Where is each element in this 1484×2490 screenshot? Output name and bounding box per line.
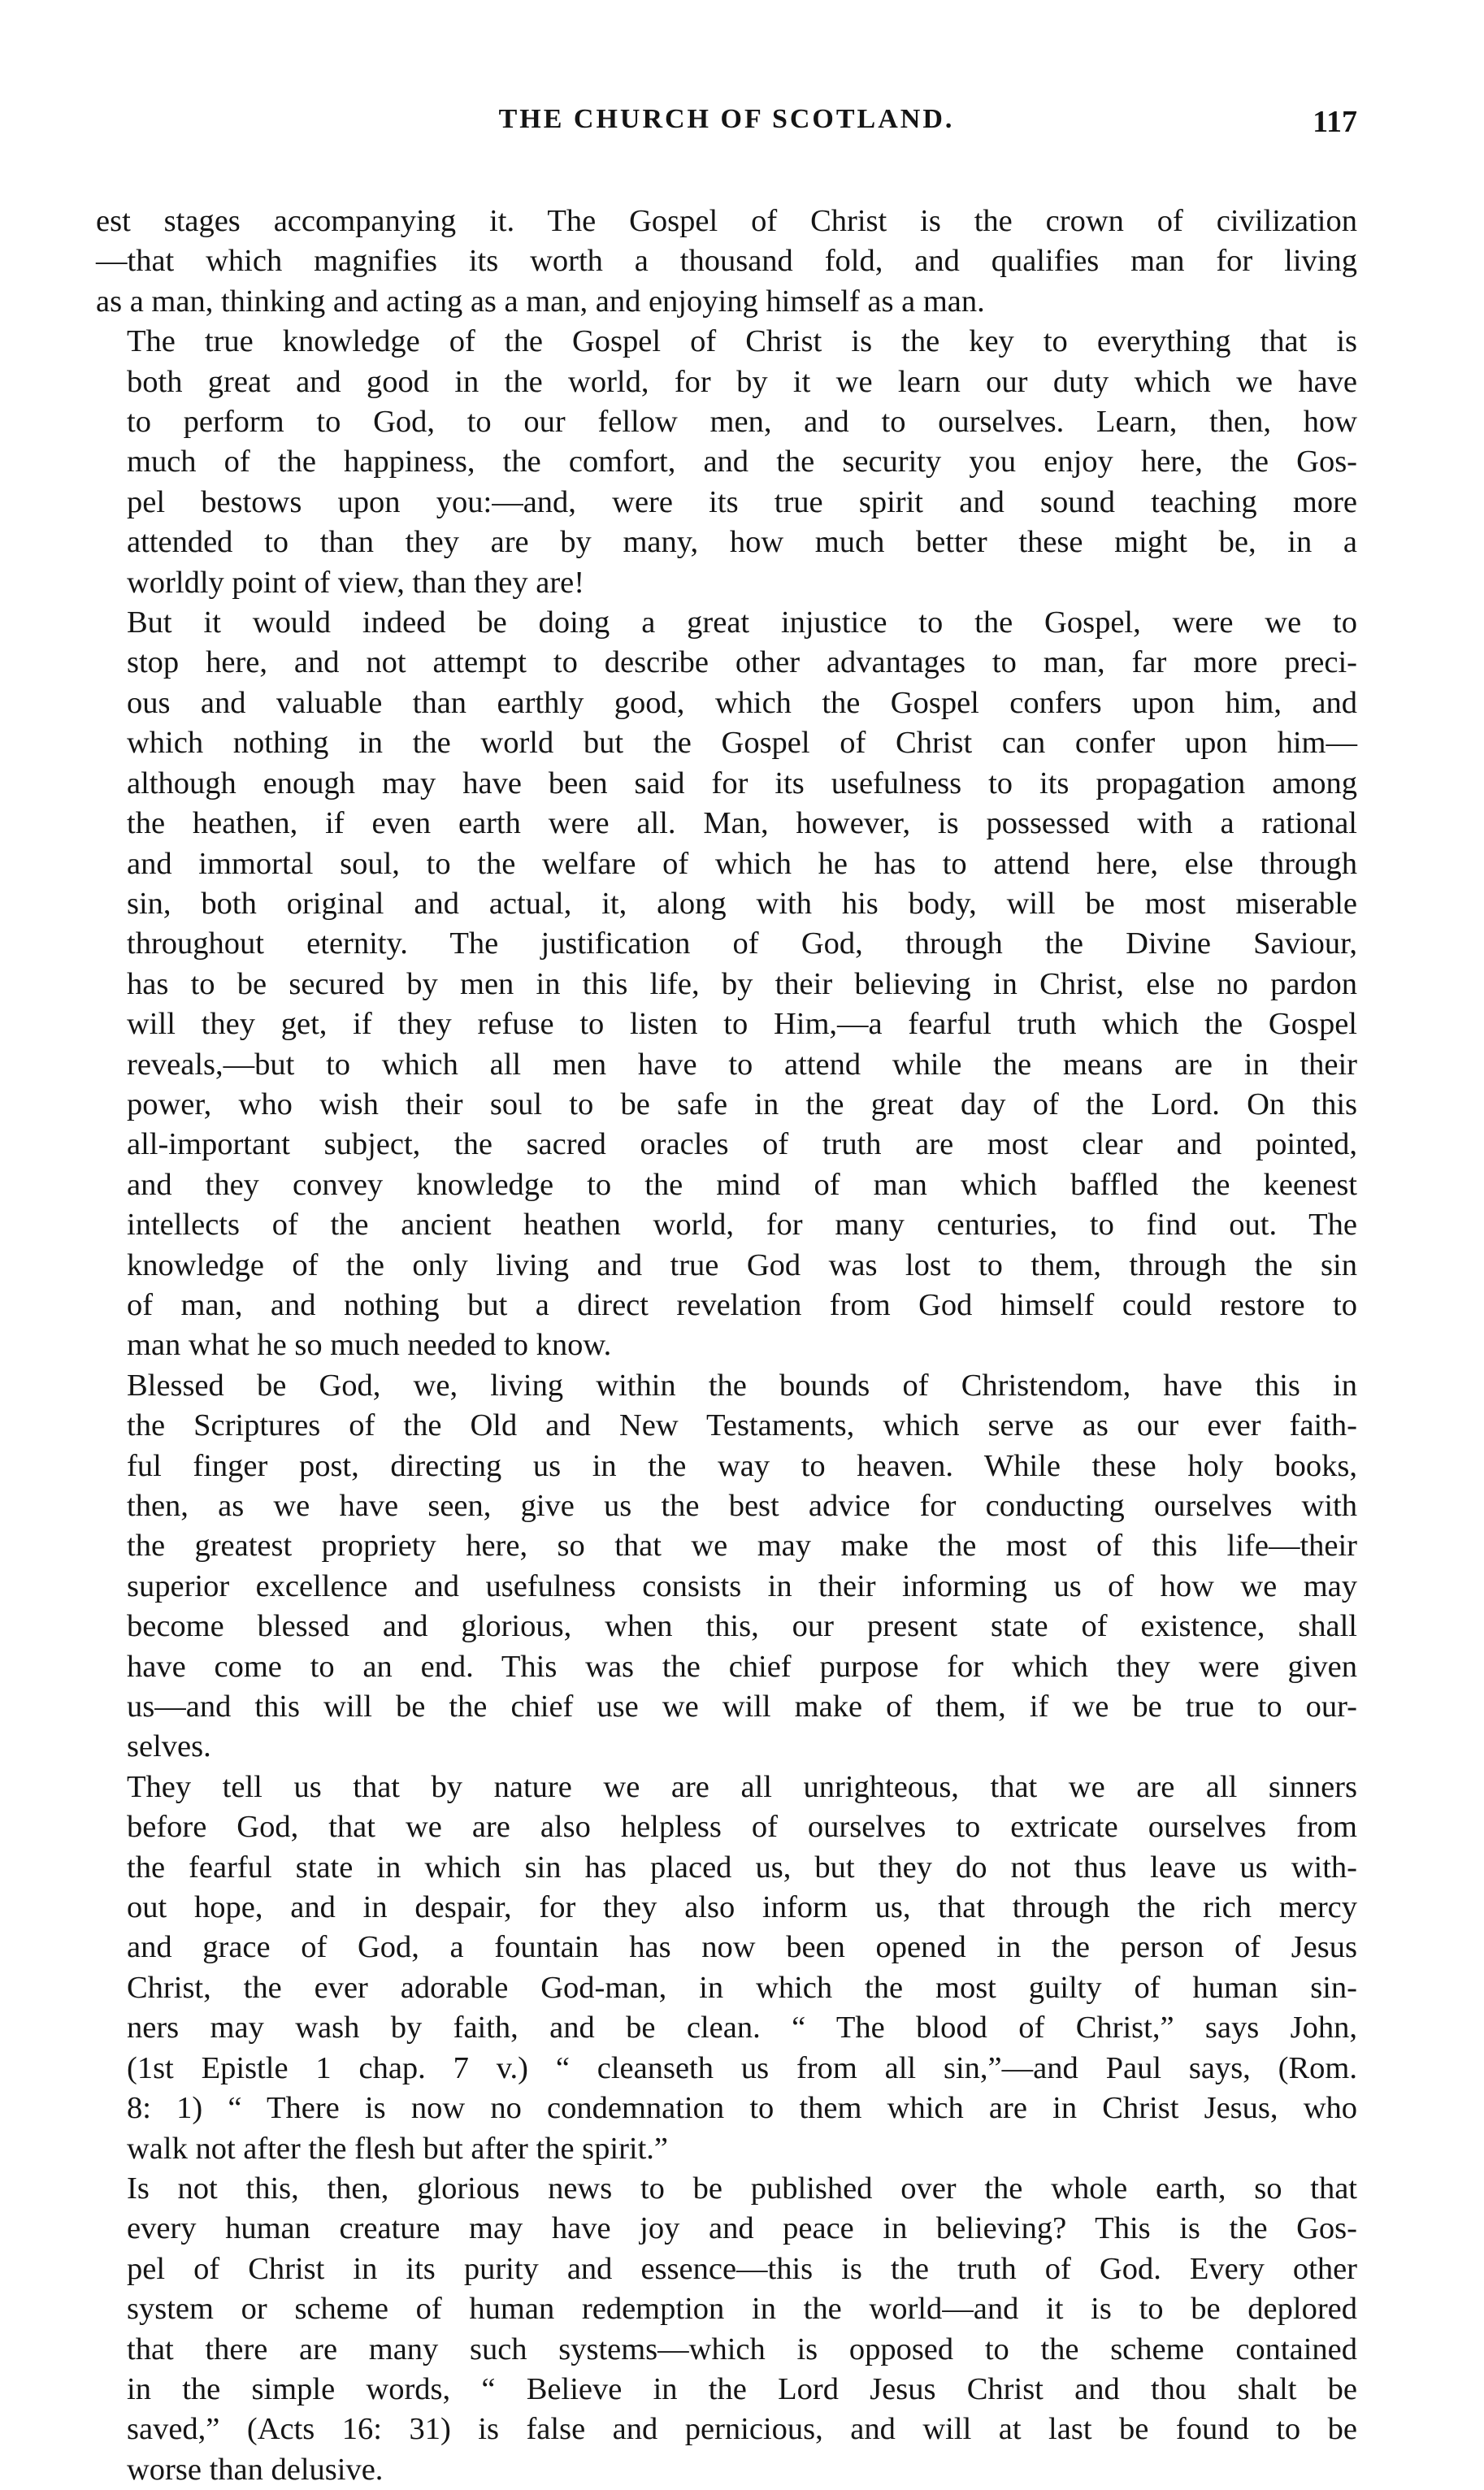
- text-line: system or scheme of human redemption in the world—and it is to be deplored: [127, 2292, 1357, 2327]
- paragraph: [96, 202, 1357, 322]
- text-line: and grace of God, a fountain has now been opened in the person of Jesus: [127, 1930, 1357, 1965]
- text-line: knowledge of the only living and true God was lost to them, through the sin: [127, 1247, 1357, 1282]
- text-line: But it would indeed be doing a great injustice to the Gospel, were we to: [127, 605, 1357, 640]
- text-line: have come to an end. This was the chief purpose for which they were given: [127, 1649, 1357, 1684]
- paragraph: [96, 322, 1357, 603]
- text-line: every human creature may have joy and peace in believing? This is the Gos-: [127, 2211, 1357, 2246]
- text-line: power, who wish their soul to be safe in the great day of the Lord. On this: [127, 1087, 1357, 1121]
- text-line: est stages accompanying it. The Gospel of Christ is the crown of civilization: [96, 204, 1357, 238]
- text-line: although enough may have been said for its usefulness to its propagation among: [127, 766, 1357, 800]
- text-line: stop here, and not attempt to describe other advantages to man, far more preci-: [127, 645, 1357, 680]
- text-line: pel bestows upon you:—and, were its true spirit and sound teaching more: [127, 484, 1357, 519]
- text-line: the heathen, if even earth were all. Man, however, is possessed with a rational: [127, 806, 1357, 841]
- text-line: in the simple words, “ Believe in the Lord Jesus Christ and thou shalt be: [127, 2371, 1357, 2406]
- running-title: THE CHURCH OF SCOTLAND.: [498, 104, 955, 134]
- text-line: —that which magnifies its worth a thousand fold, and qualifies man for living: [96, 244, 1357, 279]
- text-line: reveals,—but to which all men have to attend while the means are in their: [127, 1047, 1357, 1082]
- text-line: intellects of the ancient heathen world, for many centuries, to find out. The: [127, 1208, 1357, 1243]
- text-line: They tell us that by nature we are all unrighteous, that we are all sinners: [127, 1769, 1357, 1804]
- text-line: saved,” (Acts 16: 31) is false and pernicious, and will at last be found to be: [127, 2412, 1357, 2447]
- text-line: both great and good in the world, for by it we learn our duty which we have: [127, 364, 1357, 399]
- text-line: and immortal soul, to the welfare of which he has to attend here, else through: [127, 846, 1357, 881]
- book-page: [96, 104, 1357, 2490]
- paragraph: [96, 603, 1357, 1366]
- text-line: throughout eternity. The justification of God, through the Divine Saviour,: [127, 926, 1357, 961]
- text-line: ners may wash by faith, and be clean. “ The blood of Christ,” says John,: [127, 2011, 1357, 2045]
- text-line: the Scriptures of the Old and New Testaments, which serve as our ever faith-: [127, 1408, 1357, 1443]
- text-line: then, as we have seen, give us the best advice for conducting ourselves with: [127, 1489, 1357, 1523]
- text-line: ous and valuable than earthly good, which the Gospel confers upon him, and: [127, 685, 1357, 720]
- paragraph: [96, 2169, 1357, 2490]
- text-line: much of the happiness, the comfort, and the security you enjoy here, the Gos-: [127, 445, 1357, 479]
- text-line: out hope, and in despair, for they also inform us, that through the rich mercy: [127, 1890, 1357, 1925]
- text-line: selves.: [127, 1729, 211, 1764]
- text-line: man what he so much needed to know.: [127, 1328, 612, 1363]
- text-line: worldly point of view, than they are!: [127, 565, 585, 600]
- paragraph: [96, 1768, 1357, 2169]
- text-line: pel of Christ in its purity and essence—this is the truth of God. Every other: [127, 2251, 1357, 2286]
- text-line: as a man, thinking and acting as a man, and enjoying himself as a man.: [96, 284, 985, 319]
- text-line: which nothing in the world but the Gospel of Christ can confer upon him—: [127, 726, 1357, 761]
- text-line: the greatest propriety here, so that we may make the most of this life—their: [127, 1529, 1357, 1564]
- text-line: sin, both original and actual, it, along with his body, will be most miserable: [127, 886, 1357, 921]
- text-line: (1st Epistle 1 chap. 7 v.) “ cleanseth us from all sin,”—and Paul says, (Rom.: [127, 2050, 1357, 2085]
- text-line: become blessed and glorious, when this, our present state of existence, shall: [127, 1609, 1357, 1644]
- text-line: us—and this will be the chief use we will make of them, if we be true to our-: [127, 1690, 1357, 1724]
- text-line: of man, and nothing but a direct revelation from God himself could restore to: [127, 1287, 1357, 1322]
- text-line: 8: 1) “ There is now no condemnation to them which are in Christ Jesus, who: [127, 2091, 1357, 2126]
- page-number: 117: [1313, 105, 1357, 139]
- text-line: Is not this, then, glorious news to be published over the whole earth, so that: [127, 2171, 1357, 2206]
- text-line: before God, that we are also helpless of ourselves to extricate ourselves from: [127, 1810, 1357, 1845]
- text-line: the fearful state in which sin has placed us, but they do not thus leave us with-: [127, 1850, 1357, 1885]
- page-header: [96, 104, 1357, 153]
- text-line: to perform to God, to our fellow men, and to ourselves. Learn, then, how: [127, 405, 1357, 440]
- text-line: superior excellence and usefulness consists in their informing us of how we may: [127, 1568, 1357, 1603]
- paragraph: [96, 1366, 1357, 1768]
- text-line: has to be secured by men in this life, by their believing in Christ, else no pardon: [127, 966, 1357, 1001]
- text-line: worse than delusive.: [127, 2452, 384, 2487]
- text-line: Blessed be God, we, living within the bounds of Christendom, have this in: [127, 1368, 1357, 1403]
- text-line: ful finger post, directing us in the way to heaven. While these holy books,: [127, 1448, 1357, 1483]
- text-line: walk not after the flesh but after the spirit.”: [127, 2131, 669, 2166]
- text-line: and they convey knowledge to the mind of man which baffled the keenest: [127, 1167, 1357, 1202]
- body-text: [96, 202, 1357, 2490]
- text-line: that there are many such systems—which is opposed to the scheme contained: [127, 2332, 1357, 2366]
- text-line: will they get, if they refuse to listen to Him,—a fearful truth which the Gospel: [127, 1007, 1357, 1042]
- text-line: attended to than they are by many, how much better these might be, in a: [127, 525, 1357, 560]
- text-line: all-important subject, the sacred oracles of truth are most clear and pointed,: [127, 1127, 1357, 1162]
- text-line: The true knowledge of the Gospel of Christ is the key to everything that is: [127, 324, 1357, 359]
- text-line: Christ, the ever adorable God-man, in which the most guilty of human sin-: [127, 1970, 1357, 2005]
